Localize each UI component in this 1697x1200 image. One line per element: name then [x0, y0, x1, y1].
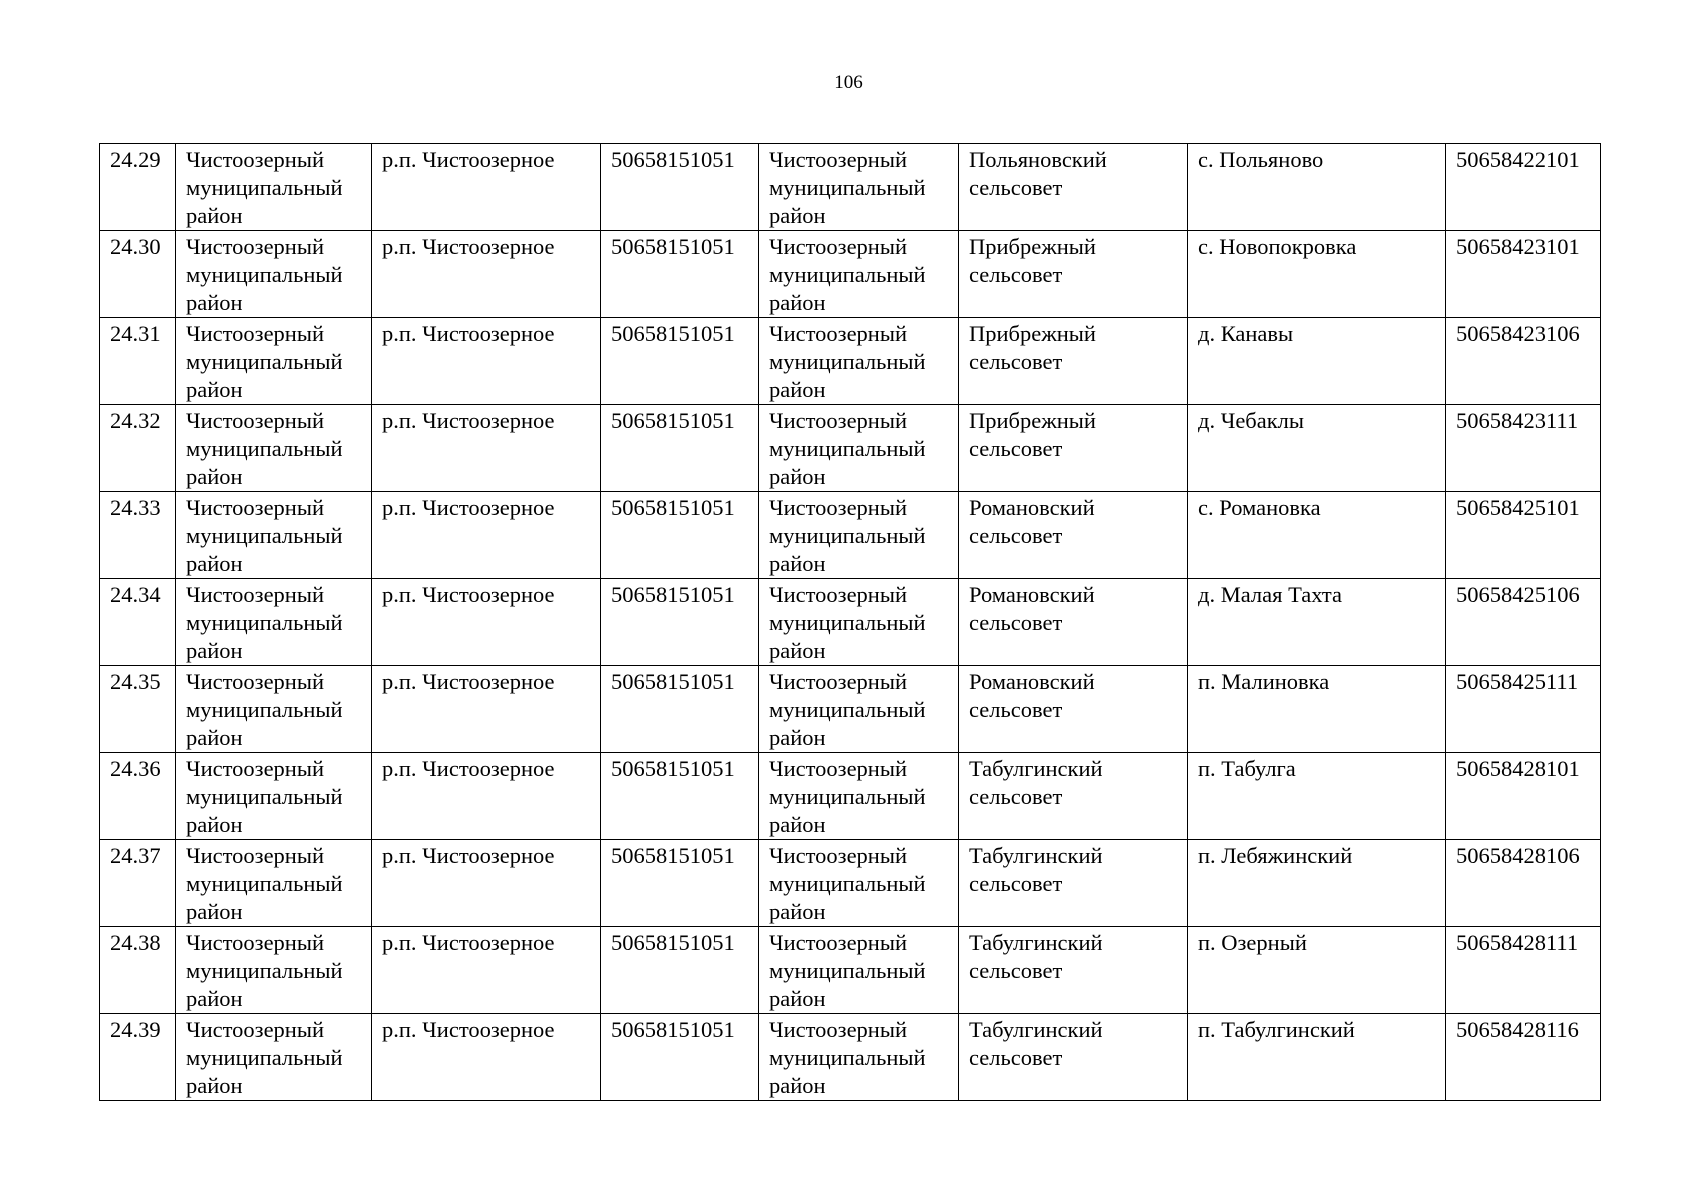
- district-cell: Чистоозерный муниципальный район: [176, 144, 372, 231]
- council-cell: Прибрежный сельсовет: [959, 318, 1188, 405]
- settlement-cell: д. Малая Тахта: [1188, 579, 1446, 666]
- council-cell: Романовский сельсовет: [959, 492, 1188, 579]
- center-code-cell: 50658151051: [601, 318, 759, 405]
- settlement-code-cell: 50658423111: [1446, 405, 1601, 492]
- center-cell: р.п. Чистоозерное: [372, 492, 601, 579]
- settlement-cell: п. Табулгинский: [1188, 1014, 1446, 1101]
- settlement-code-cell: 50658428111: [1446, 927, 1601, 1014]
- center-code-cell: 50658151051: [601, 927, 759, 1014]
- center-code-cell: 50658151051: [601, 231, 759, 318]
- table-row: [100, 927, 1601, 1014]
- municipal-table: [99, 143, 1601, 1101]
- municipality-cell: Чистоозерный муниципальный район: [759, 405, 959, 492]
- municipality-cell: Чистоозерный муниципальный район: [759, 666, 959, 753]
- center-cell: р.п. Чистоозерное: [372, 927, 601, 1014]
- table-row: [100, 144, 1601, 231]
- table-row: [100, 666, 1601, 753]
- municipality-cell: Чистоозерный муниципальный район: [759, 492, 959, 579]
- row-number-cell: 24.34: [100, 579, 176, 666]
- settlement-cell: д. Чебаклы: [1188, 405, 1446, 492]
- center-cell: р.п. Чистоозерное: [372, 405, 601, 492]
- council-cell: Прибрежный сельсовет: [959, 231, 1188, 318]
- table-row: [100, 492, 1601, 579]
- council-cell: Романовский сельсовет: [959, 579, 1188, 666]
- municipality-cell: Чистоозерный муниципальный район: [759, 231, 959, 318]
- settlement-code-cell: 50658428116: [1446, 1014, 1601, 1101]
- district-cell: Чистоозерный муниципальный район: [176, 927, 372, 1014]
- settlement-cell: п. Малиновка: [1188, 666, 1446, 753]
- center-cell: р.п. Чистоозерное: [372, 1014, 601, 1101]
- settlement-code-cell: 50658423101: [1446, 231, 1601, 318]
- table-row: [100, 318, 1601, 405]
- settlement-cell: с. Польяново: [1188, 144, 1446, 231]
- row-number-cell: 24.33: [100, 492, 176, 579]
- settlement-code-cell: 50658428106: [1446, 840, 1601, 927]
- district-cell: Чистоозерный муниципальный район: [176, 492, 372, 579]
- district-cell: Чистоозерный муниципальный район: [176, 318, 372, 405]
- table-row: [100, 579, 1601, 666]
- center-cell: р.п. Чистоозерное: [372, 318, 601, 405]
- settlement-cell: п. Лебяжинский: [1188, 840, 1446, 927]
- municipality-cell: Чистоозерный муниципальный район: [759, 579, 959, 666]
- table-row: [100, 405, 1601, 492]
- center-code-cell: 50658151051: [601, 753, 759, 840]
- center-cell: р.п. Чистоозерное: [372, 753, 601, 840]
- row-number-cell: 24.36: [100, 753, 176, 840]
- council-cell: Табулгинский сельсовет: [959, 840, 1188, 927]
- center-cell: р.п. Чистоозерное: [372, 231, 601, 318]
- row-number-cell: 24.32: [100, 405, 176, 492]
- council-cell: Табулгинский сельсовет: [959, 927, 1188, 1014]
- district-cell: Чистоозерный муниципальный район: [176, 666, 372, 753]
- row-number-cell: 24.30: [100, 231, 176, 318]
- table-row: [100, 840, 1601, 927]
- center-code-cell: 50658151051: [601, 492, 759, 579]
- center-code-cell: 50658151051: [601, 666, 759, 753]
- settlement-cell: п. Табулга: [1188, 753, 1446, 840]
- row-number-cell: 24.38: [100, 927, 176, 1014]
- settlement-code-cell: 50658428101: [1446, 753, 1601, 840]
- council-cell: Польяновский сельсовет: [959, 144, 1188, 231]
- center-code-cell: 50658151051: [601, 579, 759, 666]
- settlement-code-cell: 50658423106: [1446, 318, 1601, 405]
- row-number-cell: 24.31: [100, 318, 176, 405]
- center-cell: р.п. Чистоозерное: [372, 840, 601, 927]
- council-cell: Табулгинский сельсовет: [959, 1014, 1188, 1101]
- municipality-cell: Чистоозерный муниципальный район: [759, 144, 959, 231]
- center-cell: р.п. Чистоозерное: [372, 144, 601, 231]
- settlement-cell: п. Озерный: [1188, 927, 1446, 1014]
- municipality-cell: Чистоозерный муниципальный район: [759, 753, 959, 840]
- district-cell: Чистоозерный муниципальный район: [176, 579, 372, 666]
- municipality-cell: Чистоозерный муниципальный район: [759, 318, 959, 405]
- table-row: [100, 753, 1601, 840]
- district-cell: Чистоозерный муниципальный район: [176, 753, 372, 840]
- row-number-cell: 24.39: [100, 1014, 176, 1101]
- center-code-cell: 50658151051: [601, 405, 759, 492]
- district-cell: Чистоозерный муниципальный район: [176, 1014, 372, 1101]
- council-cell: Романовский сельсовет: [959, 666, 1188, 753]
- page-number: 106: [834, 72, 863, 93]
- row-number-cell: 24.37: [100, 840, 176, 927]
- settlement-cell: д. Канавы: [1188, 318, 1446, 405]
- settlement-cell: с. Новопокровка: [1188, 231, 1446, 318]
- row-number-cell: 24.35: [100, 666, 176, 753]
- settlement-code-cell: 50658425106: [1446, 579, 1601, 666]
- center-code-cell: 50658151051: [601, 144, 759, 231]
- table-body: [100, 144, 1601, 1101]
- municipality-cell: Чистоозерный муниципальный район: [759, 927, 959, 1014]
- center-cell: р.п. Чистоозерное: [372, 666, 601, 753]
- settlement-code-cell: 50658422101: [1446, 144, 1601, 231]
- council-cell: Прибрежный сельсовет: [959, 405, 1188, 492]
- municipality-cell: Чистоозерный муниципальный район: [759, 840, 959, 927]
- settlement-code-cell: 50658425111: [1446, 666, 1601, 753]
- center-code-cell: 50658151051: [601, 840, 759, 927]
- municipality-cell: Чистоозерный муниципальный район: [759, 1014, 959, 1101]
- row-number-cell: 24.29: [100, 144, 176, 231]
- center-code-cell: 50658151051: [601, 1014, 759, 1101]
- table-row: [100, 1014, 1601, 1101]
- district-cell: Чистоозерный муниципальный район: [176, 405, 372, 492]
- settlement-code-cell: 50658425101: [1446, 492, 1601, 579]
- table-row: [100, 231, 1601, 318]
- settlement-cell: с. Романовка: [1188, 492, 1446, 579]
- center-cell: р.п. Чистоозерное: [372, 579, 601, 666]
- district-cell: Чистоозерный муниципальный район: [176, 231, 372, 318]
- district-cell: Чистоозерный муниципальный район: [176, 840, 372, 927]
- council-cell: Табулгинский сельсовет: [959, 753, 1188, 840]
